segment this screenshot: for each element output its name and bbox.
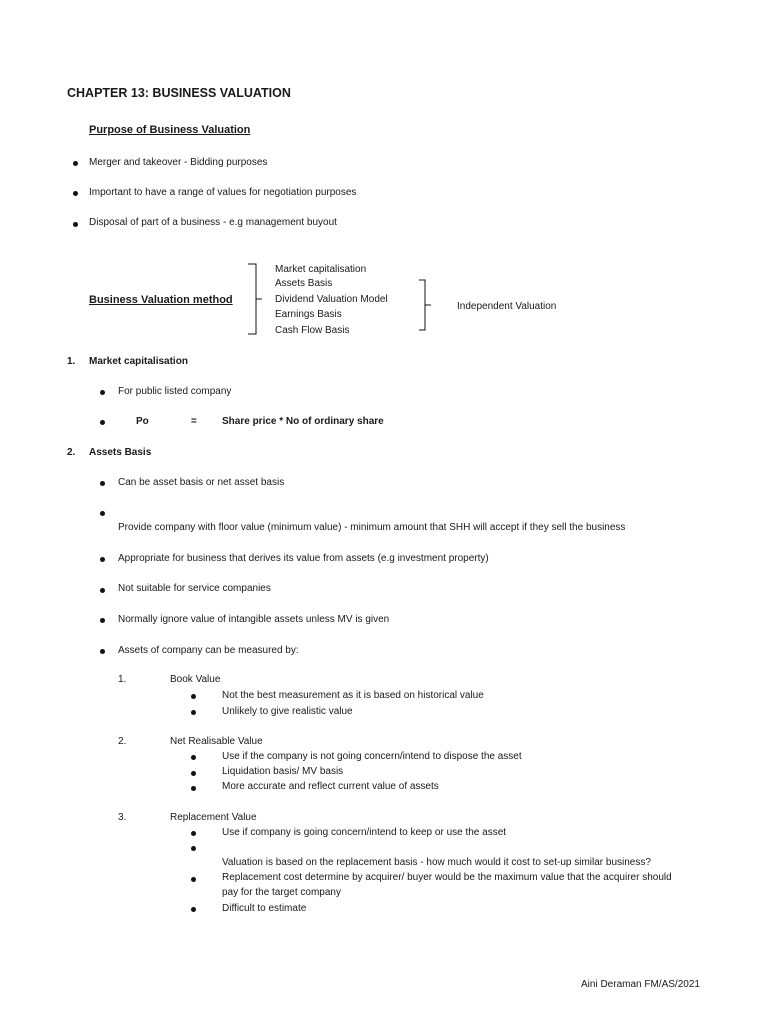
bullet-icon — [191, 694, 196, 699]
section-bullet: Appropriate for business that derives its value from assets (e.g investment property) — [118, 553, 489, 564]
bullet-icon — [191, 786, 196, 791]
measure-point: Replacement cost determine by acquirer/ buyer would be the maximum value that the acquirer should — [222, 872, 672, 883]
bullet-icon — [100, 649, 105, 654]
section-bullet: Normally ignore value of intangible assets unless MV is given — [118, 614, 390, 625]
bullet-icon — [73, 161, 78, 166]
measure-point-continuation: pay for the target company — [222, 887, 341, 898]
methods-heading: Business Valuation method — [89, 294, 233, 306]
bullet-icon — [191, 877, 196, 882]
method-item: Earnings Basis — [275, 309, 342, 320]
bullet-icon — [191, 907, 196, 912]
method-item: Market capitalisation — [275, 264, 367, 275]
bullet-icon — [73, 191, 78, 196]
measure-point: Difficult to estimate — [222, 903, 307, 914]
measure-number: 2. — [118, 736, 127, 747]
section-bullet: Assets of company can be measured by: — [118, 645, 299, 656]
bullet-icon — [73, 222, 78, 227]
independent-valuation-label: Independent Valuation — [457, 301, 557, 312]
method-item: Assets Basis — [275, 278, 333, 289]
section-bullet: Provide company with floor value (minimum value) - minimum amount that SHH will accept if they sell the business — [118, 522, 626, 533]
formula-eq: = — [191, 416, 197, 427]
bullet-icon — [191, 846, 196, 851]
footer-author: Aini Deraman FM/AS/2021 — [581, 979, 700, 990]
section-bullet: Not suitable for service companies — [118, 583, 271, 594]
purpose-heading: Purpose of Business Valuation — [89, 124, 251, 136]
measure-number: 1. — [118, 674, 127, 685]
right-bracket — [418, 278, 434, 334]
bullet-icon — [100, 390, 105, 395]
bullet-icon — [100, 481, 105, 486]
section-number: 2. — [67, 447, 76, 458]
bullet-icon — [191, 755, 196, 760]
purpose-item: Disposal of part of a business - e.g management buyout — [89, 217, 337, 228]
measure-number: 3. — [118, 812, 127, 823]
measure-name: Book Value — [170, 674, 221, 685]
bullet-icon — [191, 710, 196, 715]
bullet-icon — [100, 511, 105, 516]
measure-point: Not the best measurement as it is based on historical value — [222, 690, 484, 701]
bullet-icon — [100, 557, 105, 562]
method-item: Cash Flow Basis — [275, 325, 350, 336]
measure-point: Liquidation basis/ MV basis — [222, 766, 344, 777]
section-bullet: For public listed company — [118, 386, 232, 397]
measure-point: Use if company is going concern/intend to keep or use the asset — [222, 827, 507, 838]
section-bullet: Can be asset basis or net asset basis — [118, 477, 285, 488]
bullet-icon — [191, 831, 196, 836]
purpose-item: Merger and takeover - Bidding purposes — [89, 157, 268, 168]
formula-rhs: Share price * No of ordinary share — [222, 416, 384, 427]
bullet-icon — [100, 618, 105, 623]
bullet-icon — [100, 420, 105, 425]
section-title: Assets Basis — [89, 447, 152, 458]
measure-point: Unlikely to give realistic value — [222, 706, 353, 717]
bullet-icon — [191, 771, 196, 776]
left-bracket — [246, 262, 266, 338]
section-title: Market capitalisation — [89, 356, 188, 367]
purpose-item: Important to have a range of values for negotiation purposes — [89, 187, 357, 198]
chapter-title: CHAPTER 13: BUSINESS VALUATION — [67, 86, 291, 100]
bullet-icon — [100, 588, 105, 593]
measure-point: More accurate and reflect current value of assets — [222, 781, 439, 792]
measure-name: Replacement Value — [170, 812, 257, 823]
section-number: 1. — [67, 356, 76, 367]
method-item: Dividend Valuation Model — [275, 294, 388, 305]
formula-lhs: Po — [136, 416, 149, 427]
measure-name: Net Realisable Value — [170, 736, 263, 747]
measure-point: Use if the company is not going concern/intend to dispose the asset — [222, 751, 522, 762]
measure-point: Valuation is based on the replacement basis - how much would it cost to set-up similar business? — [222, 857, 651, 868]
